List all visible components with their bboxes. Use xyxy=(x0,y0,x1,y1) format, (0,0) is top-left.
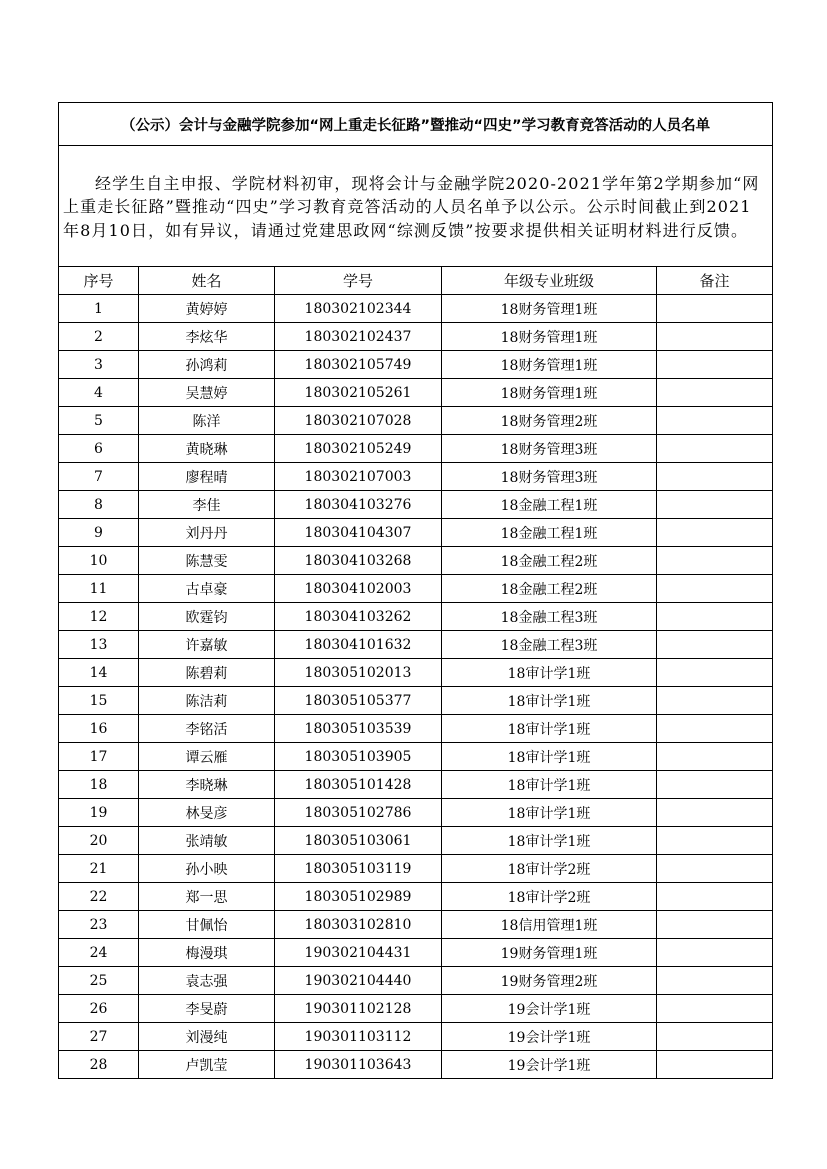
cell-note xyxy=(657,323,773,351)
cell-name: 梅漫琪 xyxy=(139,939,275,967)
cell-note xyxy=(657,575,773,603)
cell-name: 古卓豪 xyxy=(139,575,275,603)
cell-student-id: 180302102344 xyxy=(275,295,442,323)
cell-note xyxy=(657,883,773,911)
cell-name: 谭云雁 xyxy=(139,743,275,771)
cell-note xyxy=(657,1023,773,1051)
cell-student-id: 180305105377 xyxy=(275,687,442,715)
table-row xyxy=(59,1051,773,1079)
table-row xyxy=(59,967,773,995)
table-row xyxy=(59,883,773,911)
table-row xyxy=(59,351,773,379)
cell-no: 9 xyxy=(59,519,139,547)
cell-class: 18财务管理3班 xyxy=(442,463,657,491)
document-title: （公示）会计与金融学院参加“网上重走长征路”暨推动“四史”学习教育竞答活动的人员名单 xyxy=(59,103,773,146)
cell-class: 18金融工程2班 xyxy=(442,575,657,603)
cell-no: 7 xyxy=(59,463,139,491)
cell-name: 欧霆钧 xyxy=(139,603,275,631)
table-row xyxy=(59,407,773,435)
cell-class: 19财务管理2班 xyxy=(442,967,657,995)
cell-student-id: 180302102437 xyxy=(275,323,442,351)
cell-note xyxy=(657,827,773,855)
cell-class: 18财务管理1班 xyxy=(442,323,657,351)
cell-note xyxy=(657,911,773,939)
cell-class: 18审计学2班 xyxy=(442,883,657,911)
cell-no: 3 xyxy=(59,351,139,379)
cell-no: 4 xyxy=(59,379,139,407)
cell-student-id: 190301103112 xyxy=(275,1023,442,1051)
cell-no: 15 xyxy=(59,687,139,715)
cell-class: 18财务管理3班 xyxy=(442,435,657,463)
cell-student-id: 190301103643 xyxy=(275,1051,442,1079)
cell-name: 廖程晴 xyxy=(139,463,275,491)
table-row xyxy=(59,295,773,323)
cell-note xyxy=(657,463,773,491)
cell-student-id: 180303102810 xyxy=(275,911,442,939)
table-row xyxy=(59,323,773,351)
cell-student-id: 180305102786 xyxy=(275,799,442,827)
table-row xyxy=(59,603,773,631)
cell-name: 甘佩怡 xyxy=(139,911,275,939)
header-student-id: 学号 xyxy=(275,267,442,295)
cell-class: 18金融工程1班 xyxy=(442,491,657,519)
table-row xyxy=(59,379,773,407)
cell-note xyxy=(657,771,773,799)
cell-student-id: 180305103905 xyxy=(275,743,442,771)
cell-no: 6 xyxy=(59,435,139,463)
cell-no: 10 xyxy=(59,547,139,575)
cell-note xyxy=(657,967,773,995)
cell-name: 陈碧莉 xyxy=(139,659,275,687)
cell-name: 黄婷婷 xyxy=(139,295,275,323)
cell-student-id: 180302107028 xyxy=(275,407,442,435)
cell-student-id: 180304103262 xyxy=(275,603,442,631)
cell-class: 18审计学1班 xyxy=(442,799,657,827)
cell-student-id: 180302105261 xyxy=(275,379,442,407)
cell-class: 19会计学1班 xyxy=(442,995,657,1023)
table-row xyxy=(59,911,773,939)
cell-class: 19财务管理1班 xyxy=(442,939,657,967)
cell-class: 18审计学1班 xyxy=(442,715,657,743)
cell-no: 20 xyxy=(59,827,139,855)
cell-no: 28 xyxy=(59,1051,139,1079)
table-row xyxy=(59,743,773,771)
cell-student-id: 190302104440 xyxy=(275,967,442,995)
cell-student-id: 180305102013 xyxy=(275,659,442,687)
table-row xyxy=(59,491,773,519)
cell-no: 14 xyxy=(59,659,139,687)
cell-student-id: 180305102989 xyxy=(275,883,442,911)
cell-note xyxy=(657,631,773,659)
table-row xyxy=(59,631,773,659)
cell-name: 许嘉敏 xyxy=(139,631,275,659)
table-row xyxy=(59,547,773,575)
cell-name: 陈洁莉 xyxy=(139,687,275,715)
table-row xyxy=(59,575,773,603)
cell-student-id: 180304102003 xyxy=(275,575,442,603)
cell-class: 18金融工程3班 xyxy=(442,631,657,659)
table-row xyxy=(59,771,773,799)
cell-name: 李铭活 xyxy=(139,715,275,743)
cell-class: 18审计学1班 xyxy=(442,771,657,799)
cell-no: 8 xyxy=(59,491,139,519)
cell-no: 13 xyxy=(59,631,139,659)
cell-name: 陈洋 xyxy=(139,407,275,435)
cell-class: 18审计学1班 xyxy=(442,687,657,715)
header-note: 备注 xyxy=(657,267,773,295)
cell-note xyxy=(657,659,773,687)
cell-class: 18财务管理1班 xyxy=(442,379,657,407)
cell-no: 26 xyxy=(59,995,139,1023)
table-header-row xyxy=(59,267,773,295)
intro-paragraph: 经学生自主申报、学院材料初审，现将会计与金融学院2020-2021学年第2学期参加“网上重走长征路”暨推动“四史”学习教育竞答活动的人员名单予以公示。公示时间截止到2021年8月10日，如有异议，请通过党建思政网“综测反馈”按要求提供相关证明材料进行反馈。 xyxy=(63,173,760,240)
cell-no: 24 xyxy=(59,939,139,967)
table-row xyxy=(59,995,773,1023)
cell-no: 18 xyxy=(59,771,139,799)
cell-class: 18审计学1班 xyxy=(442,827,657,855)
cell-name: 李佳 xyxy=(139,491,275,519)
cell-note xyxy=(657,435,773,463)
cell-class: 18财务管理2班 xyxy=(442,407,657,435)
cell-name: 郑一思 xyxy=(139,883,275,911)
table-row xyxy=(59,799,773,827)
cell-name: 黄晓琳 xyxy=(139,435,275,463)
cell-note xyxy=(657,603,773,631)
cell-name: 孙鸿莉 xyxy=(139,351,275,379)
cell-no: 25 xyxy=(59,967,139,995)
cell-no: 2 xyxy=(59,323,139,351)
table-row xyxy=(59,463,773,491)
cell-student-id: 180304103276 xyxy=(275,491,442,519)
cell-note xyxy=(657,379,773,407)
cell-student-id: 180304103268 xyxy=(275,547,442,575)
cell-class: 18审计学1班 xyxy=(442,743,657,771)
cell-no: 16 xyxy=(59,715,139,743)
cell-name: 李炫华 xyxy=(139,323,275,351)
cell-no: 23 xyxy=(59,911,139,939)
table-row xyxy=(59,827,773,855)
header-class: 年级专业班级 xyxy=(442,267,657,295)
cell-student-id: 180302107003 xyxy=(275,463,442,491)
cell-class: 19会计学1班 xyxy=(442,1051,657,1079)
cell-no: 12 xyxy=(59,603,139,631)
cell-name: 卢凯莹 xyxy=(139,1051,275,1079)
cell-no: 22 xyxy=(59,883,139,911)
cell-class: 18财务管理1班 xyxy=(442,351,657,379)
cell-no: 19 xyxy=(59,799,139,827)
table-row xyxy=(59,519,773,547)
table-row xyxy=(59,435,773,463)
cell-student-id: 190301102128 xyxy=(275,995,442,1023)
cell-note xyxy=(657,939,773,967)
cell-class: 19会计学1班 xyxy=(442,1023,657,1051)
table-row xyxy=(59,1023,773,1051)
cell-no: 1 xyxy=(59,295,139,323)
cell-name: 李晓琳 xyxy=(139,771,275,799)
cell-no: 17 xyxy=(59,743,139,771)
cell-note xyxy=(657,1051,773,1079)
table-row xyxy=(59,659,773,687)
cell-note xyxy=(657,995,773,1023)
cell-note xyxy=(657,547,773,575)
cell-note xyxy=(657,687,773,715)
table-row xyxy=(59,687,773,715)
cell-student-id: 180305103119 xyxy=(275,855,442,883)
cell-class: 18金融工程2班 xyxy=(442,547,657,575)
cell-name: 刘漫纯 xyxy=(139,1023,275,1051)
cell-student-id: 180305103061 xyxy=(275,827,442,855)
cell-class: 18金融工程3班 xyxy=(442,603,657,631)
cell-note xyxy=(657,743,773,771)
cell-name: 袁志强 xyxy=(139,967,275,995)
cell-note xyxy=(657,799,773,827)
table-row xyxy=(59,715,773,743)
cell-note xyxy=(657,855,773,883)
cell-no: 21 xyxy=(59,855,139,883)
cell-note xyxy=(657,295,773,323)
cell-name: 刘丹丹 xyxy=(139,519,275,547)
header-name: 姓名 xyxy=(139,267,275,295)
cell-student-id: 180302105749 xyxy=(275,351,442,379)
cell-name: 吴慧婷 xyxy=(139,379,275,407)
cell-note xyxy=(657,519,773,547)
roster-table xyxy=(58,102,773,1079)
cell-class: 18信用管理1班 xyxy=(442,911,657,939)
cell-note xyxy=(657,351,773,379)
roster-sheet xyxy=(58,102,772,1079)
cell-note xyxy=(657,491,773,519)
cell-name: 陈慧雯 xyxy=(139,547,275,575)
header-no: 序号 xyxy=(59,267,139,295)
cell-no: 11 xyxy=(59,575,139,603)
table-row xyxy=(59,939,773,967)
cell-student-id: 180305101428 xyxy=(275,771,442,799)
cell-no: 5 xyxy=(59,407,139,435)
cell-note xyxy=(657,407,773,435)
cell-student-id: 180304101632 xyxy=(275,631,442,659)
cell-no: 27 xyxy=(59,1023,139,1051)
cell-name: 孙小映 xyxy=(139,855,275,883)
cell-student-id: 190302104431 xyxy=(275,939,442,967)
intro-paragraph-cell xyxy=(59,146,773,267)
cell-class: 18审计学2班 xyxy=(442,855,657,883)
cell-student-id: 180304104307 xyxy=(275,519,442,547)
cell-name: 张靖敏 xyxy=(139,827,275,855)
cell-student-id: 180302105249 xyxy=(275,435,442,463)
cell-class: 18金融工程1班 xyxy=(442,519,657,547)
cell-name: 李旻蔚 xyxy=(139,995,275,1023)
cell-class: 18审计学1班 xyxy=(442,659,657,687)
table-row xyxy=(59,855,773,883)
cell-name: 林旻彦 xyxy=(139,799,275,827)
cell-class: 18财务管理1班 xyxy=(442,295,657,323)
cell-student-id: 180305103539 xyxy=(275,715,442,743)
cell-note xyxy=(657,715,773,743)
